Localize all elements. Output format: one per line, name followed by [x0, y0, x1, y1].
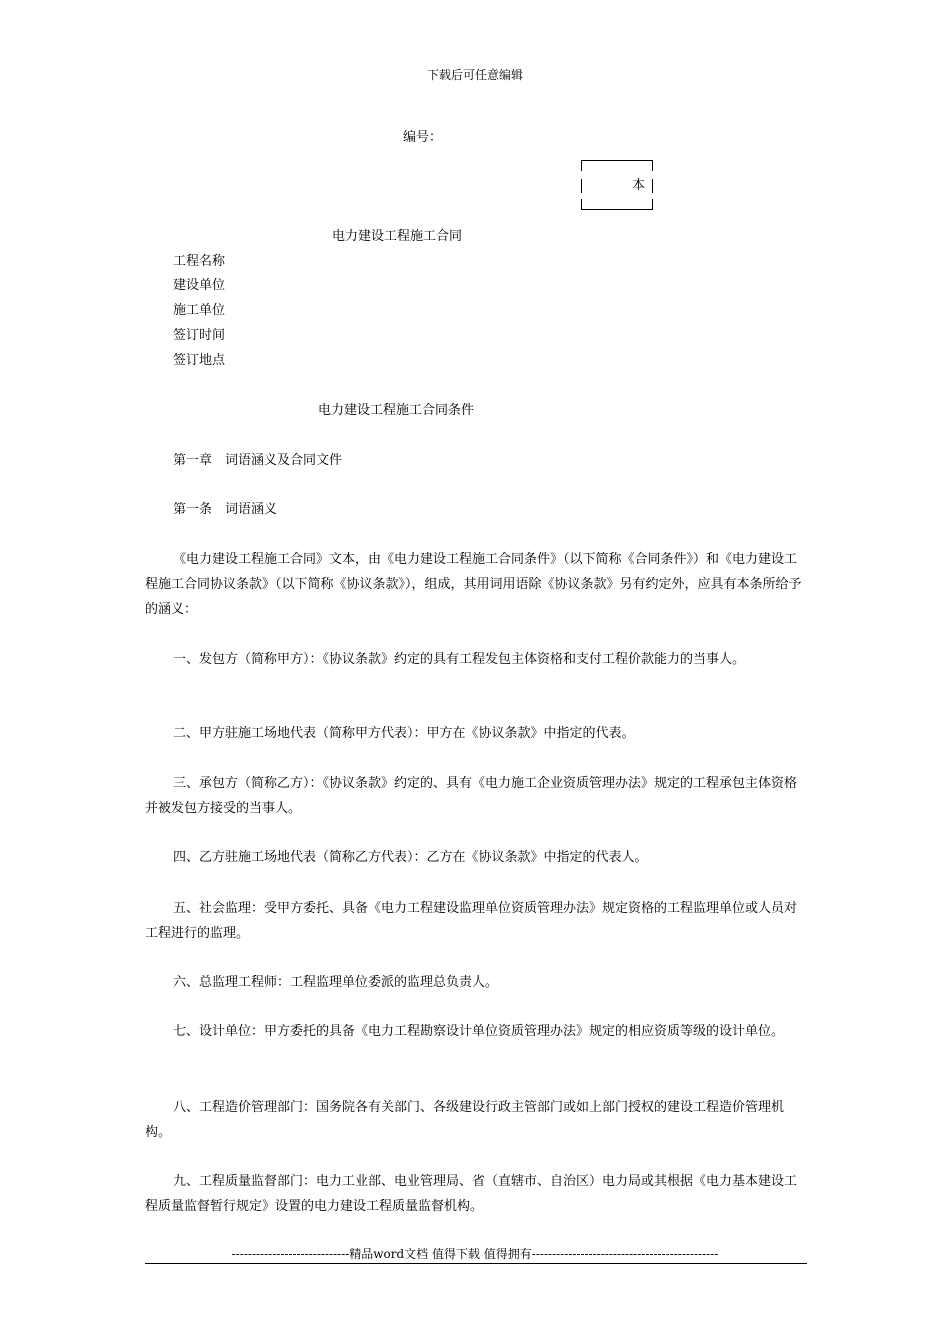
field-signing-place: 签订地点: [173, 353, 226, 368]
definition-item-8: 八、工程造价管理部门：国务院各有关部门、各级建设行政主管部门或如上部门授权的建设工程造价管理机构。: [145, 1100, 785, 1140]
definition-item-6: 六、总监理工程师：工程监理单位委派的监理总负责人。: [173, 975, 499, 990]
definition-item-5: 五、社会监理：受甲方委托、具备《电力工程建设监理单位资质管理办法》规定资格的工程监理单位或人员对工程进行的监理。: [145, 901, 798, 941]
chapter-heading: 第一章 词语涵义及合同文件: [173, 453, 343, 468]
intro-paragraph: 《电力建设工程施工合同》文本，由《电力建设工程施工合同条件》（以下简称《合同条件》）和《电力建设工程施工合同协议条款》（以下简称《协议条款》），组成，其用词用语除《协议条款》另有约定外，应具有本条所给予的涵义：: [145, 552, 802, 617]
contract-number-label: 编号：: [403, 130, 443, 145]
field-construction-unit: 建设单位: [173, 278, 226, 293]
field-signing-time: 签订时间: [173, 328, 226, 343]
footer-divider: [145, 1263, 807, 1264]
field-project-name: 工程名称: [173, 254, 226, 269]
field-contractor-unit: 施工单位: [173, 303, 226, 318]
definition-item-1: 一、发包方（简称甲方）：《协议条款》约定的具有工程发包主体资格和支付工程价款能力的当事人。: [173, 652, 746, 667]
definition-item-9: 九、工程质量监督部门：电力工业部、电业管理局、省（直辖市、自治区）电力局或其根据《电力基本建设工程质量监督暂行规定》设置的电力建设工程质量监督机构。: [145, 1174, 798, 1214]
copy-mark-box: [581, 160, 653, 210]
definition-item-3: 三、承包方（简称乙方）：《协议条款》约定的、具有《电力施工企业资质管理办法》规定的工程承包主体资格并被发包方接受的当事人。: [145, 776, 798, 816]
conditions-title: 电力建设工程施工合同条件: [318, 403, 475, 418]
contract-title: 电力建设工程施工合同: [332, 229, 463, 244]
copy-mark: 本: [631, 178, 645, 193]
header-note: 下载后可任意编辑: [426, 68, 523, 82]
definition-item-2: 二、甲方驻施工场地代表（简称甲方代表）：甲方在《协议条款》中指定的代表。: [173, 726, 635, 741]
definition-item-4: 四、乙方驻施工场地代表（简称乙方代表）：乙方在《协议条款》中指定的代表人。: [173, 850, 648, 865]
definition-item-7: 七、设计单位：甲方委托的具备《电力工程勘察设计单位资质管理办法》规定的相应资质等级的设计单位。: [173, 1024, 785, 1039]
article-heading: 第一条 词语涵义: [173, 502, 278, 517]
footer-text: -----------------------------精品word文档 值得下载 值得拥有----------------------------------------------: [231, 1247, 719, 1261]
